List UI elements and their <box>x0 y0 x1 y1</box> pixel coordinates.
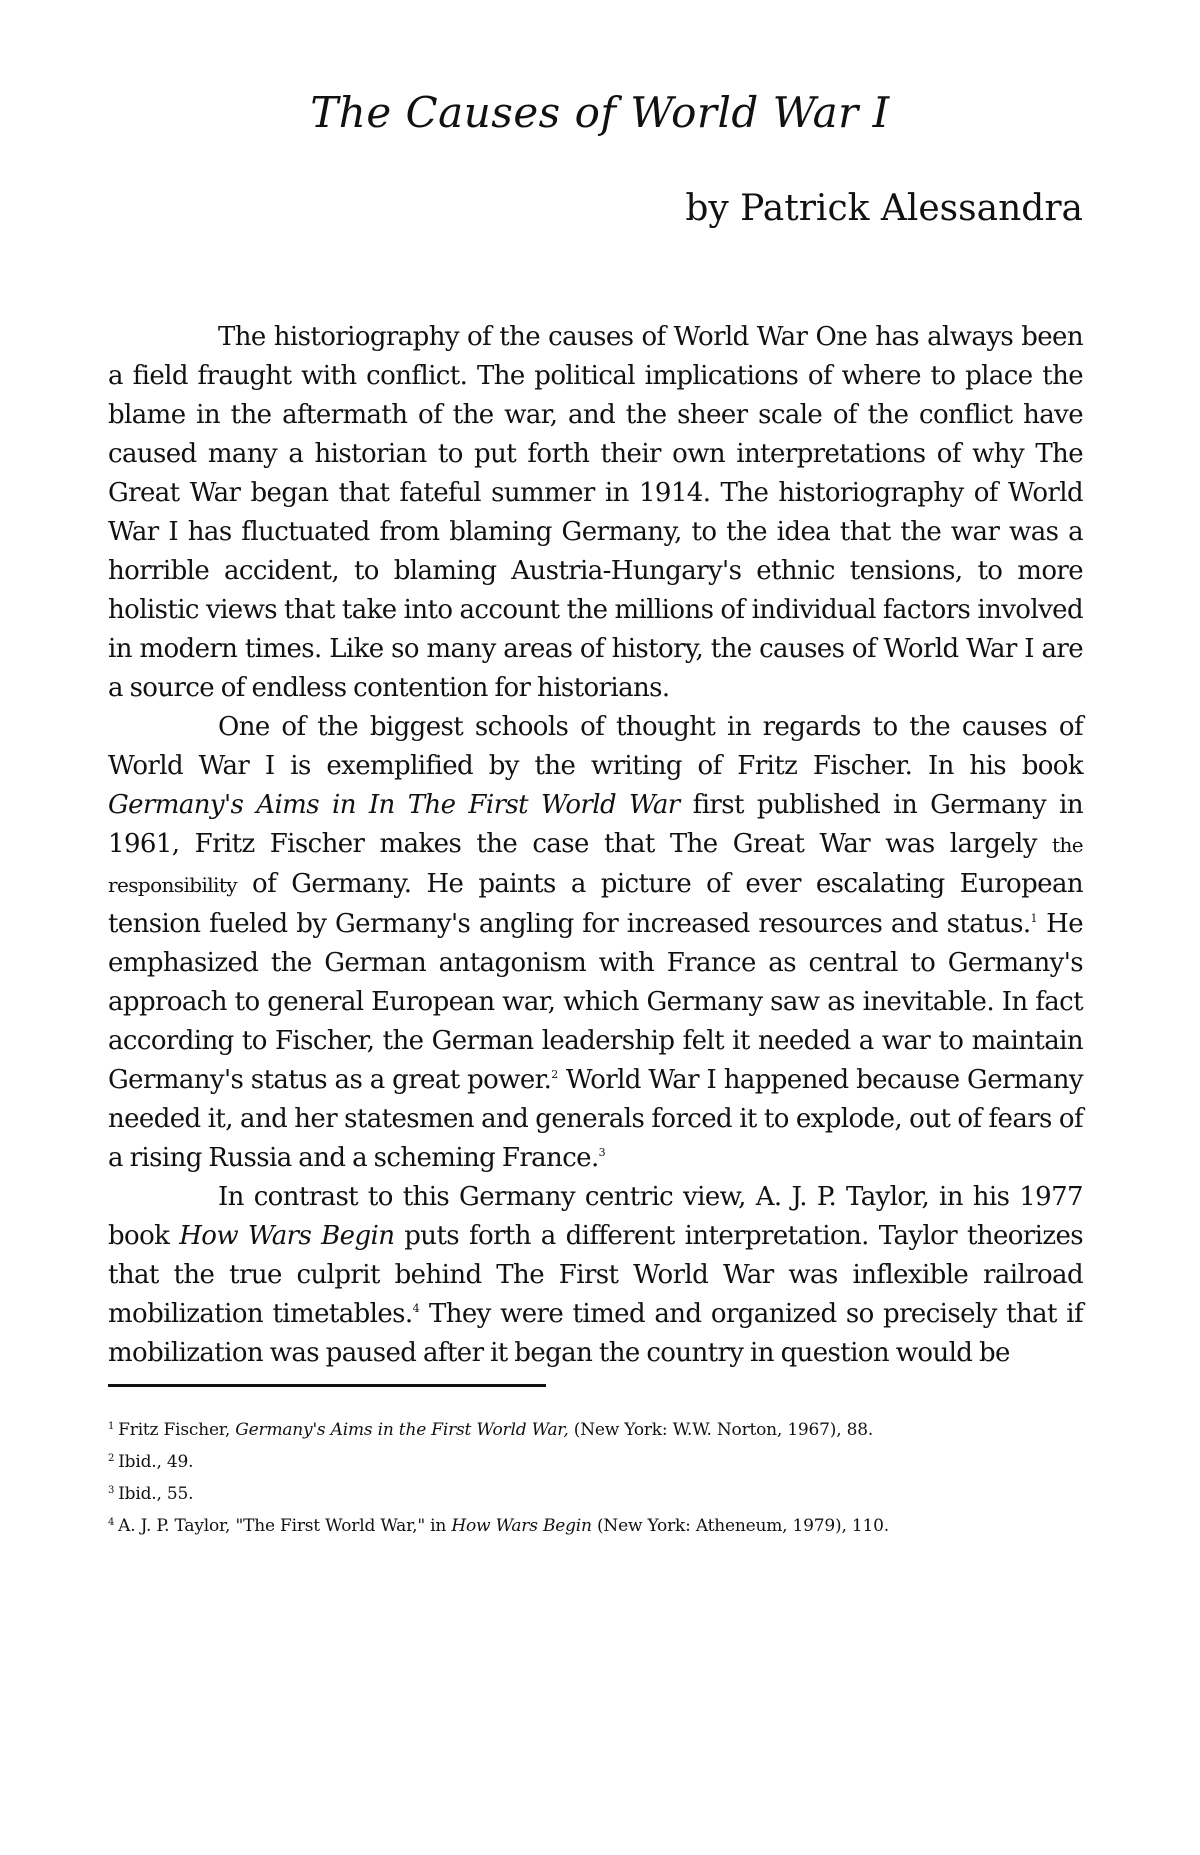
paragraph-1 <box>108 318 1083 708</box>
paragraph-2-text-b: first published in Germany in 1961, Fritz Fischer makes the case that The Great War was largely <box>108 790 1083 859</box>
footnote-2 <box>108 1446 1098 1478</box>
footnote-4 <box>108 1510 1098 1542</box>
paragraph-2-text-c: of Germany. He paints a picture of ever escalating European tension fueled by Germany's angling for increased resources and status. <box>108 869 1083 939</box>
paragraph-3-text-c: They were timed and organized so precisely that if mobilization was paused after it began the country in question would be <box>108 1299 1083 1368</box>
footnote-ref-4[interactable]: 4 <box>412 1302 420 1315</box>
footnote-text: A. J. P. Taylor, "The First World War," in <box>118 1516 452 1536</box>
footnote-text-end: (New York: Atheneum, 1979), 110. <box>591 1516 889 1536</box>
footnote-ref-2[interactable]: 2 <box>551 1068 559 1081</box>
paragraph-2-text-e: World War I happened because Germany needed it, and her statesmen and generals forced it to explode, out of fears of a rising Russia and a scheming France. <box>108 1065 1083 1173</box>
footnote-3 <box>108 1478 1098 1510</box>
author-byline: by Patrick Alessandra <box>685 188 1083 229</box>
paragraph-2-text-d: He emphasized the German antagonism with France as central to Germany's approach to general European war, which Germany saw as inevitable. In fact according to Fischer, the German leadership felt it needed a war to maintain Germany's status as a great power. <box>108 909 1084 1095</box>
footnote-number: 1 <box>108 1421 115 1432</box>
footnote-text: Ibid., 49. <box>118 1452 194 1472</box>
book-title-fischer: Germany's Aims in In The First World War <box>108 790 680 820</box>
paragraph-3-text-a: In contrast to this Germany centric view, A. J. P. Taylor, in his 1977 book <box>108 1182 1083 1251</box>
footnote-text-end: (New York: W.W. Norton, 1967), 88. <box>568 1420 874 1440</box>
book-title-taylor: How Wars Begin <box>179 1221 395 1251</box>
paragraph-3-text-b: puts forth a different interpretation. Taylor theorizes that the true culprit behind The First World War was inflexible railroad mobilization timetables. <box>108 1221 1083 1329</box>
paragraph-1-text: The historiography of the causes of World War One has always been a field fraught with conflict. The political implications of where to place the blame in the aftermath of the war, and the sheer scale of the conflict have caused many a historian to put forth their own interpretations of why The Great War began that fateful summer in 1914. The historiography of World War I has fluctuated from blaming Germany, to the idea that the war was a horrible accident, to blaming Austria-Hungary's ethnic tensions, to more holistic views that take into account the millions of individual factors involved in modern times. Like so many areas of history, the causes of World War I are a source of endless contention for historians. <box>108 322 1083 703</box>
paragraph-3 <box>108 1178 1083 1373</box>
footnote-ref-1[interactable]: 1 <box>1030 912 1038 925</box>
footnote-work-title: How Wars Begin <box>451 1516 592 1536</box>
footnote-divider <box>108 1384 546 1387</box>
footnote-1 <box>108 1414 1098 1446</box>
paragraph-2-small-text: the responsibility <box>108 833 1083 897</box>
footnote-text: Ibid., 55. <box>118 1484 194 1504</box>
paragraph-2 <box>108 708 1083 1178</box>
footnote-number: 2 <box>108 1453 115 1464</box>
document-title: The Causes of World War I <box>310 88 890 137</box>
footnote-ref-3[interactable]: 3 <box>598 1146 606 1159</box>
footnote-number: 3 <box>108 1485 115 1496</box>
footnotes-section <box>108 1414 1098 1542</box>
paragraph-2-text-a: One of the biggest schools of thought in regards to the causes of World War I is exemplified by the writing of Fritz Fischer. In his book <box>108 712 1083 781</box>
footnote-text: Fritz Fischer, <box>118 1420 236 1440</box>
footnote-number: 4 <box>108 1517 115 1528</box>
essay-body <box>108 318 1083 1373</box>
footnote-work-title: Germany's Aims in the First World War, <box>235 1420 569 1440</box>
